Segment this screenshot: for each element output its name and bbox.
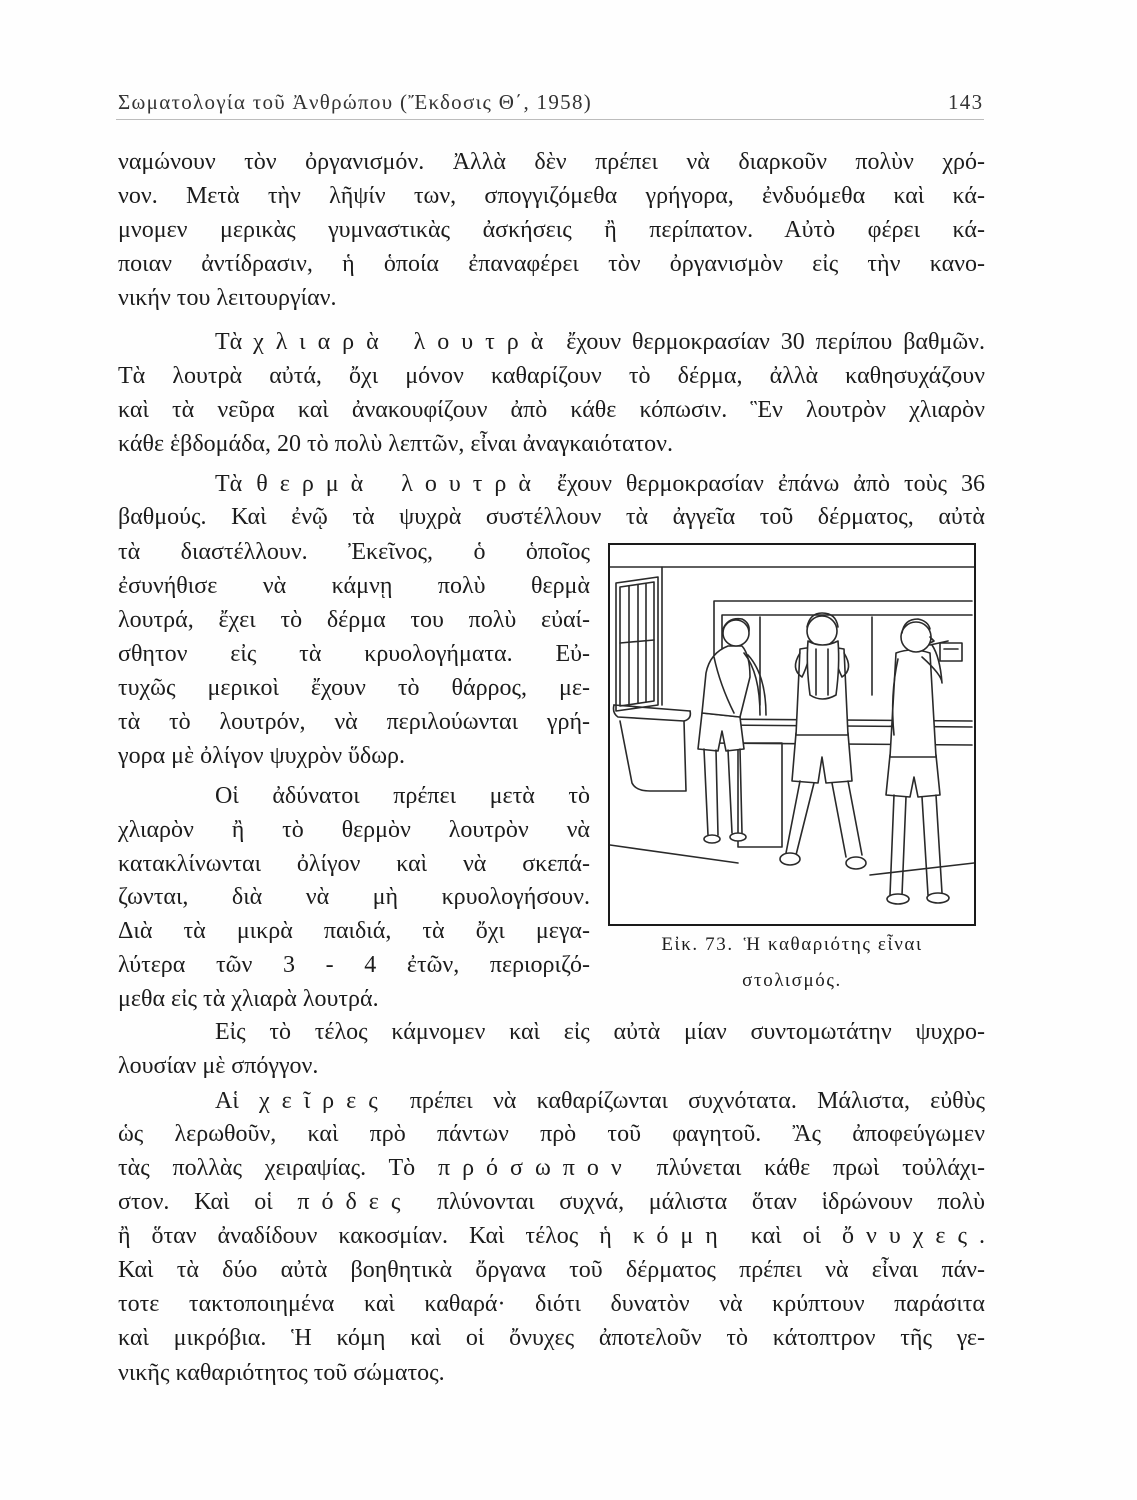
text-line: ναμώνουν τὸν ὀργανισμόν. Ἀλλὰ δὲν πρέπει νὰ διαρκοῦν πολὺν χρό- <box>118 149 985 175</box>
text-segment: Τὰ <box>215 329 254 355</box>
text-line: Εἰς τὸ τέλος κάμνομεν καὶ εἰς αὐτὰ μίαν συντομωτάτην ψυχρο- <box>215 1019 985 1045</box>
text-line: λύτερα τῶν 3 - 4 ἐτῶν, περιοριζό- <box>118 952 590 978</box>
text-line: καὶ τὰ νεῦρα καὶ ἀνακουφίζουν ἀπὸ κάθε κόπωσιν. Ἓν λουτρὸν χλιαρὸν <box>118 397 985 423</box>
text-line: Διὰ τὰ μικρὰ παιδιά, τὰ ὄχι μεγα- <box>118 918 590 944</box>
text-line: λουσίαν μὲ σπόγγον. <box>118 1053 319 1079</box>
emphasized-term: χλιαρὰ λουτρὰ <box>253 329 556 355</box>
emphasized-term: θερμὰ λουτρὰ <box>256 471 543 497</box>
text-line <box>118 467 985 501</box>
text-line <box>118 1084 985 1118</box>
text-line: κάθε ἑβδομάδα, 20 τὸ πολὺ λεπτῶν, εἶναι ἀναγκαιότατον. <box>118 431 674 457</box>
text-segment: πλύνεται κάθε πρωὶ τοὐλάχι- <box>633 1155 986 1181</box>
text-line: τὰ διαστέλλουν. Ἐκεῖνος, ὁ ὁποῖος <box>118 539 590 565</box>
text-segment: πρέπει νὰ καθαρίζωνται συχνότατα. Μάλιστα, εὐθὺς <box>389 1088 985 1114</box>
emphasized-term: χεῖρες <box>258 1088 390 1114</box>
text-segment: πλύνονται συχνά, μάλιστα ὅταν ἱδρώνουν πολὺ <box>412 1189 985 1215</box>
figure-boy-right <box>886 619 949 904</box>
figure-boy-middle <box>780 613 866 869</box>
text-segment: στον. Καὶ οἱ <box>118 1189 298 1215</box>
text-line: λουτρά, ἔχει τὸ δέρμα του πολὺ εὐαί- <box>118 607 590 633</box>
figure-label: Εἰκ. 73. <box>661 934 734 955</box>
text-line: ὡς λερωθοῦν, καὶ πρὸ πάντων πρὸ τοῦ φαγητοῦ. Ἂς ἀποφεύγωμεν <box>118 1121 985 1147</box>
text-line: γορα μὲ ὀλίγον ψυχρὸν ὕδωρ. <box>118 743 406 769</box>
emphasized-term: ὄνυχες <box>842 1223 979 1249</box>
text-line: ποιαν ἀντίδρασιν, ἡ ὁποία ἐπαναφέρει τὸν ὀργανισμὸν εἰς τὴν κανο- <box>118 251 985 277</box>
running-header-title: Σωματολογία τοῦ Ἀνθρώπου (Ἔκδοσις Θ΄, 1958) <box>118 90 593 114</box>
text-line: ἐσυνήθισε νὰ κάμνῃ πολὺ θερμὰ <box>118 573 590 599</box>
text-line: τυχῶς μερικοὶ ἔχουν τὸ θάρρος, με- <box>118 675 590 701</box>
text-line <box>118 325 985 359</box>
text-line <box>118 1151 985 1185</box>
text-line: νικήν του λειτουργίαν. <box>118 285 337 311</box>
text-line <box>118 1185 985 1219</box>
text-line: μεθα εἰς τὰ χλιαρὰ λουτρά. <box>118 986 379 1012</box>
text-line: ζωνται, διὰ νὰ μὴ κρυολογήσουν. <box>118 884 590 910</box>
emphasized-term: πόδες <box>297 1189 413 1215</box>
text-line: Οἱ ἀδύνατοι πρέπει μετὰ τὸ <box>215 783 590 809</box>
text-segment: ἔχουν θερμοκρασίαν ἐπάνω ἀπὸ τοὺς 36 <box>542 471 985 497</box>
text-line: καὶ μικρόβια. Ἡ κόμη καὶ οἱ ὄνυχες ἀποτελοῦν τὸ κάτοπτρον τῆς γε- <box>118 1325 985 1351</box>
text-line: κατακλίνωνται ὀλίγον καὶ νὰ σκεπά- <box>118 851 590 877</box>
figure-boy-left <box>698 619 766 843</box>
text-segment: ἢ ὅταν ἀναδίδουν κακοσμίαν. Καὶ τέλος ἡ <box>118 1223 633 1249</box>
figure-caption-text: Ἡ καθαριότης εἶναι <box>743 934 923 955</box>
text-line: Καὶ τὰ δύο αὐτὰ βοηθητικὰ ὄργανα τοῦ δέρματος πρέπει νὰ εἶναι πάν- <box>118 1257 985 1283</box>
text-line: βαθμούς. Καὶ ἐνῷ τὰ ψυχρὰ συστέλλουν τὰ ἀγγεῖα τοῦ δέρματος, αὐτὰ <box>118 504 985 530</box>
text-segment: καὶ οἱ <box>729 1223 843 1249</box>
figure-illustration <box>610 545 974 924</box>
text-line <box>118 1219 985 1253</box>
text-line: σθητον εἰς τὰ κρυολογήματα. Εὐ- <box>118 641 590 667</box>
figure-73 <box>608 543 976 926</box>
text-segment: . <box>979 1223 985 1249</box>
page-number: 143 <box>948 90 984 114</box>
text-line: νικῆς καθαριότητος τοῦ σώματος. <box>118 1360 445 1386</box>
text-line: Τὰ λουτρὰ αὐτά, ὄχι μόνον καθαρίζουν τὸ δέρμα, ἀλλὰ καθησυχάζουν <box>118 363 985 389</box>
text-line: χλιαρὸν ἢ τὸ θερμὸν λουτρὸν νὰ <box>118 817 590 843</box>
figure-caption <box>608 931 976 959</box>
text-line: νον. Μετὰ τὴν λῆψίν των, σπογγιζόμεθα γρήγορα, ἐνδυόμεθα καὶ κά- <box>118 183 985 209</box>
text-line: μνομεν μερικὰς γυμναστικὰς ἀσκήσεις ἢ περίπατον. Αὐτὸ φέρει κά- <box>118 217 985 243</box>
figure-bathtub <box>614 705 691 791</box>
emphasized-term: πρόσωπον <box>437 1155 634 1181</box>
text-line: τὰ τὸ λουτρόν, νὰ περιλούωνται γρή- <box>118 709 590 735</box>
text-segment: Τὰ <box>215 471 257 497</box>
text-segment: Αἱ <box>215 1088 259 1114</box>
figure-window <box>616 577 658 711</box>
text-segment: ἔχουν θερμοκρασίαν 30 περίπου βαθμῶν. <box>555 329 986 355</box>
text-line: τοτε τακτοποιημένα καὶ καθαρά· διότι δυνατὸν νὰ κρύπτουν παράσιτα <box>118 1291 985 1317</box>
figure-caption-continued: στολισμός. <box>742 970 842 991</box>
emphasized-term: κόμη <box>632 1223 730 1249</box>
header-rule <box>116 119 984 120</box>
text-segment: τὰς πολλὰς χειραψίας. Τὸ <box>118 1155 438 1181</box>
